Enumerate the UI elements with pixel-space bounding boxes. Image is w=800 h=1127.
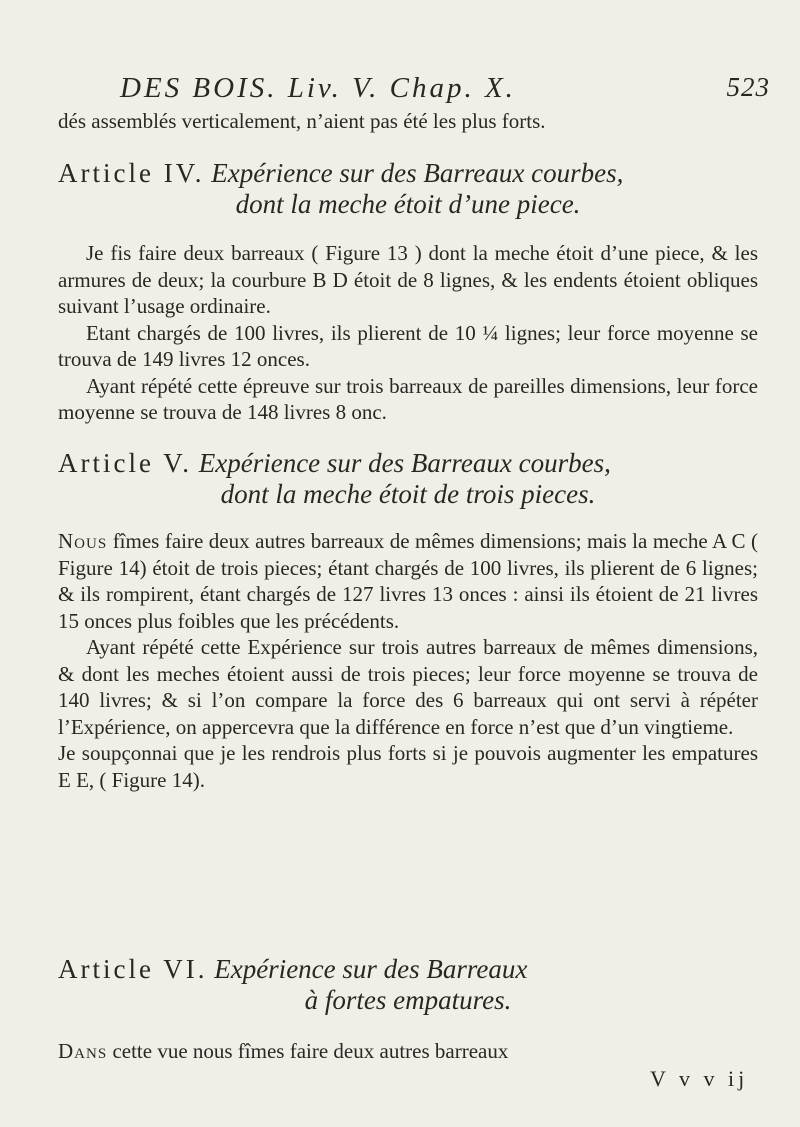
article-heading-v — [58, 448, 758, 510]
article-title: Expérience sur des Barreaux — [214, 954, 528, 984]
paragraph: Etant chargés de 100 livres, ils plierent de 10 ¼ lignes; leur force moyenne se trouva de 149 livres 12 onces. — [58, 320, 758, 371]
article-iv-body — [58, 240, 758, 426]
article-label: Article IV. — [58, 158, 205, 188]
paragraph-carryover — [58, 108, 758, 135]
running-title: DES BOIS. Liv. V. Chap. X. — [120, 72, 516, 104]
paragraph: Je soupçonnai que je les rendrois plus forts si je pouvois augmenter les empatures E E, ( Figure 14). — [58, 741, 758, 792]
paragraph: Ayant répété cette épreuve sur trois barreaux de pareilles dimensions, leur force moyenne se trouva de 148 livres 8 onc. — [58, 373, 758, 424]
signature-mark: V v v ij — [650, 1066, 749, 1091]
paragraph: fîmes faire deux autres barreaux de mêmes dimensions; mais la meche A C ( Figure 14) étoit de trois pieces; étant chargés de 100 livres, ils plierent de 6 lignes; & ils rompirent, étant chargés de 127 livres 13 onces : ainsi ils étoient de 21 livres 15 onces plus foibles que les précédents. — [58, 529, 758, 633]
running-header — [120, 72, 770, 105]
article-title: Expérience sur des Barreaux courbes, — [198, 448, 611, 478]
text-line: dés assemblés verticalement, n’aient pas été les plus forts. — [58, 109, 546, 133]
article-label: Article VI. — [58, 954, 208, 984]
first-word: Dans — [58, 1039, 108, 1063]
article-title-line2: dont la meche étoit d’une piece. — [235, 189, 581, 219]
article-vi-body — [58, 1038, 758, 1065]
article-heading-vi — [58, 954, 758, 1016]
article-title-line2: dont la meche étoit de trois pieces. — [220, 479, 596, 509]
article-label: Article V. — [58, 448, 192, 478]
article-title: Expérience sur des Barreaux courbes, — [211, 158, 624, 188]
paragraph: cette vue nous fîmes faire deux autres barreaux — [112, 1039, 509, 1063]
first-word: Nous — [58, 529, 108, 553]
page-number: 523 — [726, 72, 770, 102]
paragraph: Je fis faire deux barreaux ( Figure 13 ) dont la meche étoit d’une piece, & les armures de deux; la courbure B D étoit de 8 lignes, & les endents étoient obliques suivant l’usage ordinaire. — [58, 241, 758, 318]
article-title-line2: à fortes empatures. — [304, 985, 512, 1015]
article-v-body — [58, 528, 758, 793]
paragraph: Ayant répété cette Expérience sur trois autres barreaux de mêmes dimensions, & dont les meches étoient aussi de trois pieces; leur force moyenne se trouva de 140 livres; & si l’on compare la force des 6 barreaux qui ont servi à répéter l’Expérience, on appercevra que la différence en force n’est que d’un vingtieme. — [58, 635, 758, 739]
article-heading-iv — [58, 158, 758, 220]
